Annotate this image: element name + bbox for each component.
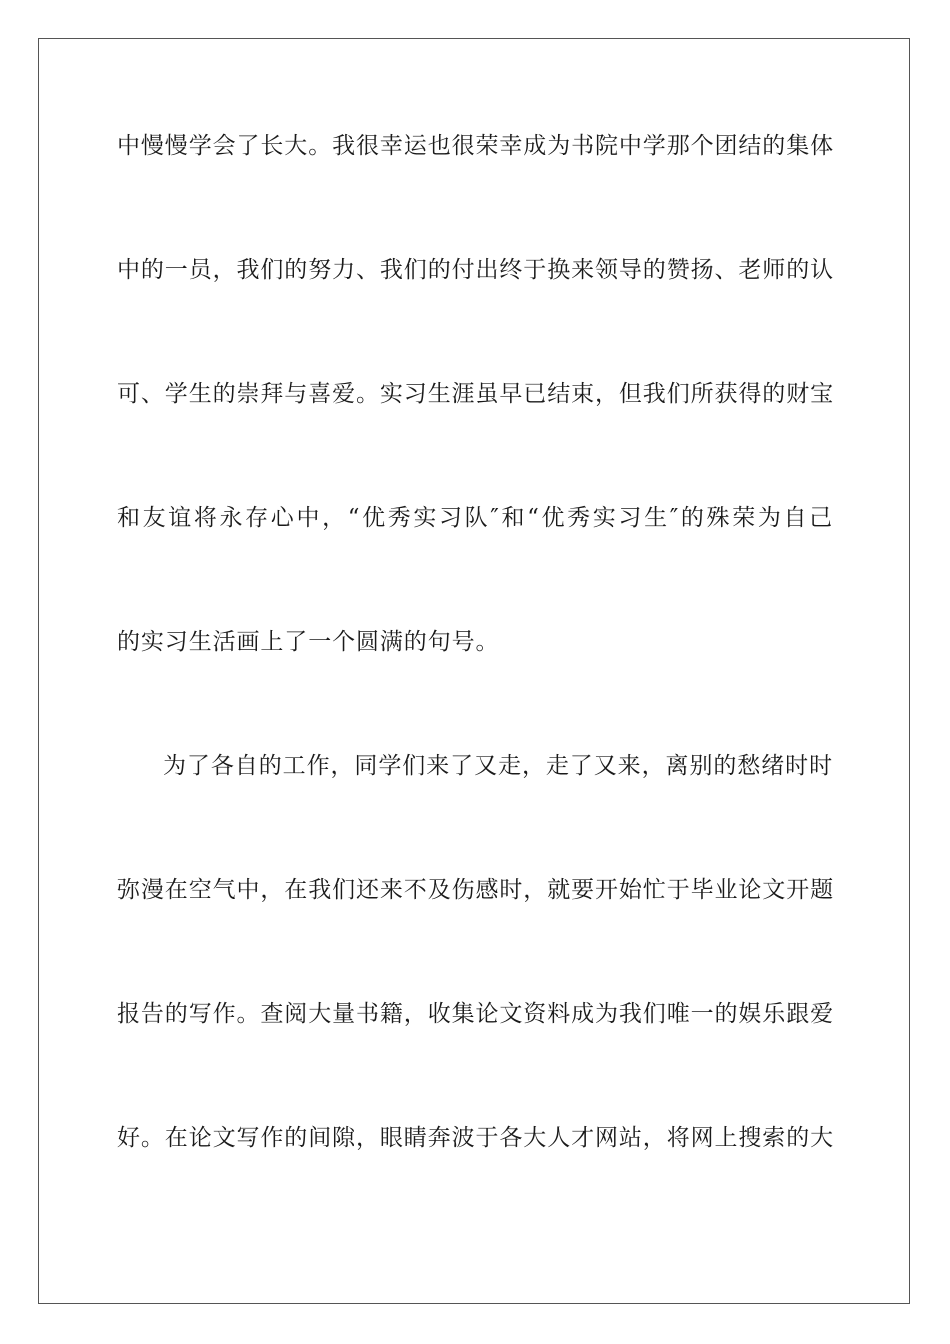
- paragraph-first-line: 为了各自的工作，同学们来了又走，走了又来，离别的愁绪时时: [163, 753, 833, 779]
- paragraph-line: 中的一员，我们的努力、我们的付出终于换来领导的赞扬、老师的认: [117, 257, 834, 283]
- document-body: [117, 122, 833, 1238]
- paragraph-line: 中慢慢学会了长大。我很幸运也很荣幸成为书院中学那个团结的集体: [117, 133, 834, 159]
- paragraph-line: 的实习生活画上了一个圆满的句号。: [117, 629, 500, 655]
- paragraph-line: 报告的写作。查阅大量书籍，收集论文资料成为我们唯一的娱乐跟爱: [117, 1001, 834, 1027]
- paragraph-line: 和友谊将永存心中，“优秀实习队″和“优秀实习生″的殊荣为自己: [117, 505, 833, 531]
- paragraph-line: 可、学生的崇拜与喜爱。实习生涯虽早已结束，但我们所获得的财宝: [117, 381, 834, 407]
- paragraph-line: 弥漫在空气中，在我们还来不及伤感时，就要开始忙于毕业论文开题: [117, 877, 834, 903]
- paragraph-line: 好。在论文写作的间隙，眼睛奔波于各大人才网站，将网上搜索的大: [117, 1125, 834, 1151]
